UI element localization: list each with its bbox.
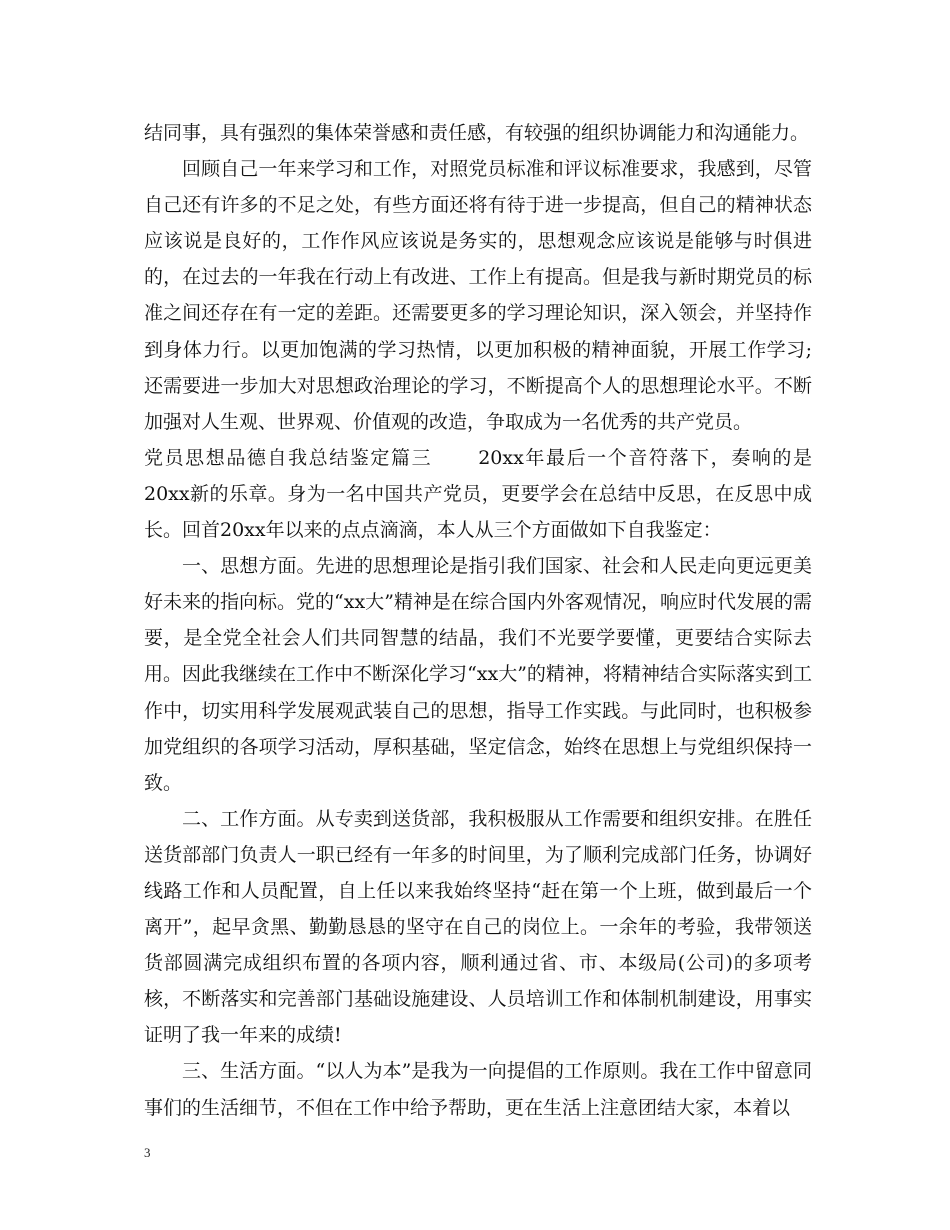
page-number: 3 [144,1145,151,1160]
paragraph-ideology: 一、思想方面。先进的思想理论是指引我们国家、社会和人民走向更远更美好未来的指向标。党的“xx大”精神是在综合国内外客观情况，响应时代发展的需要，是全党全社会人们共同智慧的结晶，我们不光要学要懂，更要结合实际去用。因此我继续在工作中不断深化学习“xx大”的精神，将精神结合实际落实到工作中，切实用科学发展观武装自己的思想，指导工作实践。与此同时，也积极参加党组织的各项学习活动，厚积基础，坚定信念，始终在思想上与党组织保持一致。 [144,555,812,794]
paragraph-continuation: 结同事，具有强烈的集体荣誉感和责任感，有较强的组织协调能力和沟通能力。 [144,122,810,144]
paragraph-work: 二、工作方面。从专卖到送货部，我积极服从工作需要和组织安排。在胜任送货部部门负责人一职已经有一年多的时间里，为了顺利完成部门任务，协调好线路工作和人员配置，自上任以来我始终坚持“赶在第一个上班，做到最后一个离开”，起早贪黑、勤勤恳恳的坚守在自己的岗位上。一余年的考验，我带领送货部圆满完成组织布置的各项内容，顺利通过省、市、本级局(公司)的多项考核，不断落实和完善部门基础设施建设、人员培训工作和体制机制建设，用事实证明了我一年来的成绩! [144,807,812,1047]
paragraph-section-three-intro [144,440,812,548]
body-text [144,115,812,1126]
paragraph-life: 三、生活方面。“以人为本”是我为一向提倡的工作原则。我在工作中留意同事们的生活细节，不但在工作中给予帮助，更在生活上注意团结大家，本着以 [144,1060,812,1119]
section-heading: 党员思想品德自我总结鉴定篇三 [144,446,433,469]
paragraph-review: 回顾自己一年来学习和工作，对照党员标准和评议标准要求，我感到，尽管自己还有许多的不足之处，有些方面还将有待于进一步提高，但自己的精神状态应该说是良好的，工作作风应该说是务实的，思想观念应该说是能够与时俱进的，在过去的一年我在行动上有改进、工作上有提高。但是我与新时期党员的标准之间还存在有一定的差距。还需要更多的学习理论知识，深入领会，并坚持作到身体力行。以更加饱满的学习热情，以更加积极的精神面貌，开展工作学习;还需要进一步加大对思想政治理论的学习，不断提高个人的思想理论水平。不断加强对人生观、世界观、价值观的改造，争取成为一名优秀的共产党员。 [144,158,812,433]
section-three-text: 20xx年最后一个音符落下，奏响的是20xx新的乐章。身为一名中国共产党员，更要学会在总结中反思，在反思中成长。回首20xx年以来的点点滴滴，本人从三个方面做如下自我鉴定： [144,446,812,542]
